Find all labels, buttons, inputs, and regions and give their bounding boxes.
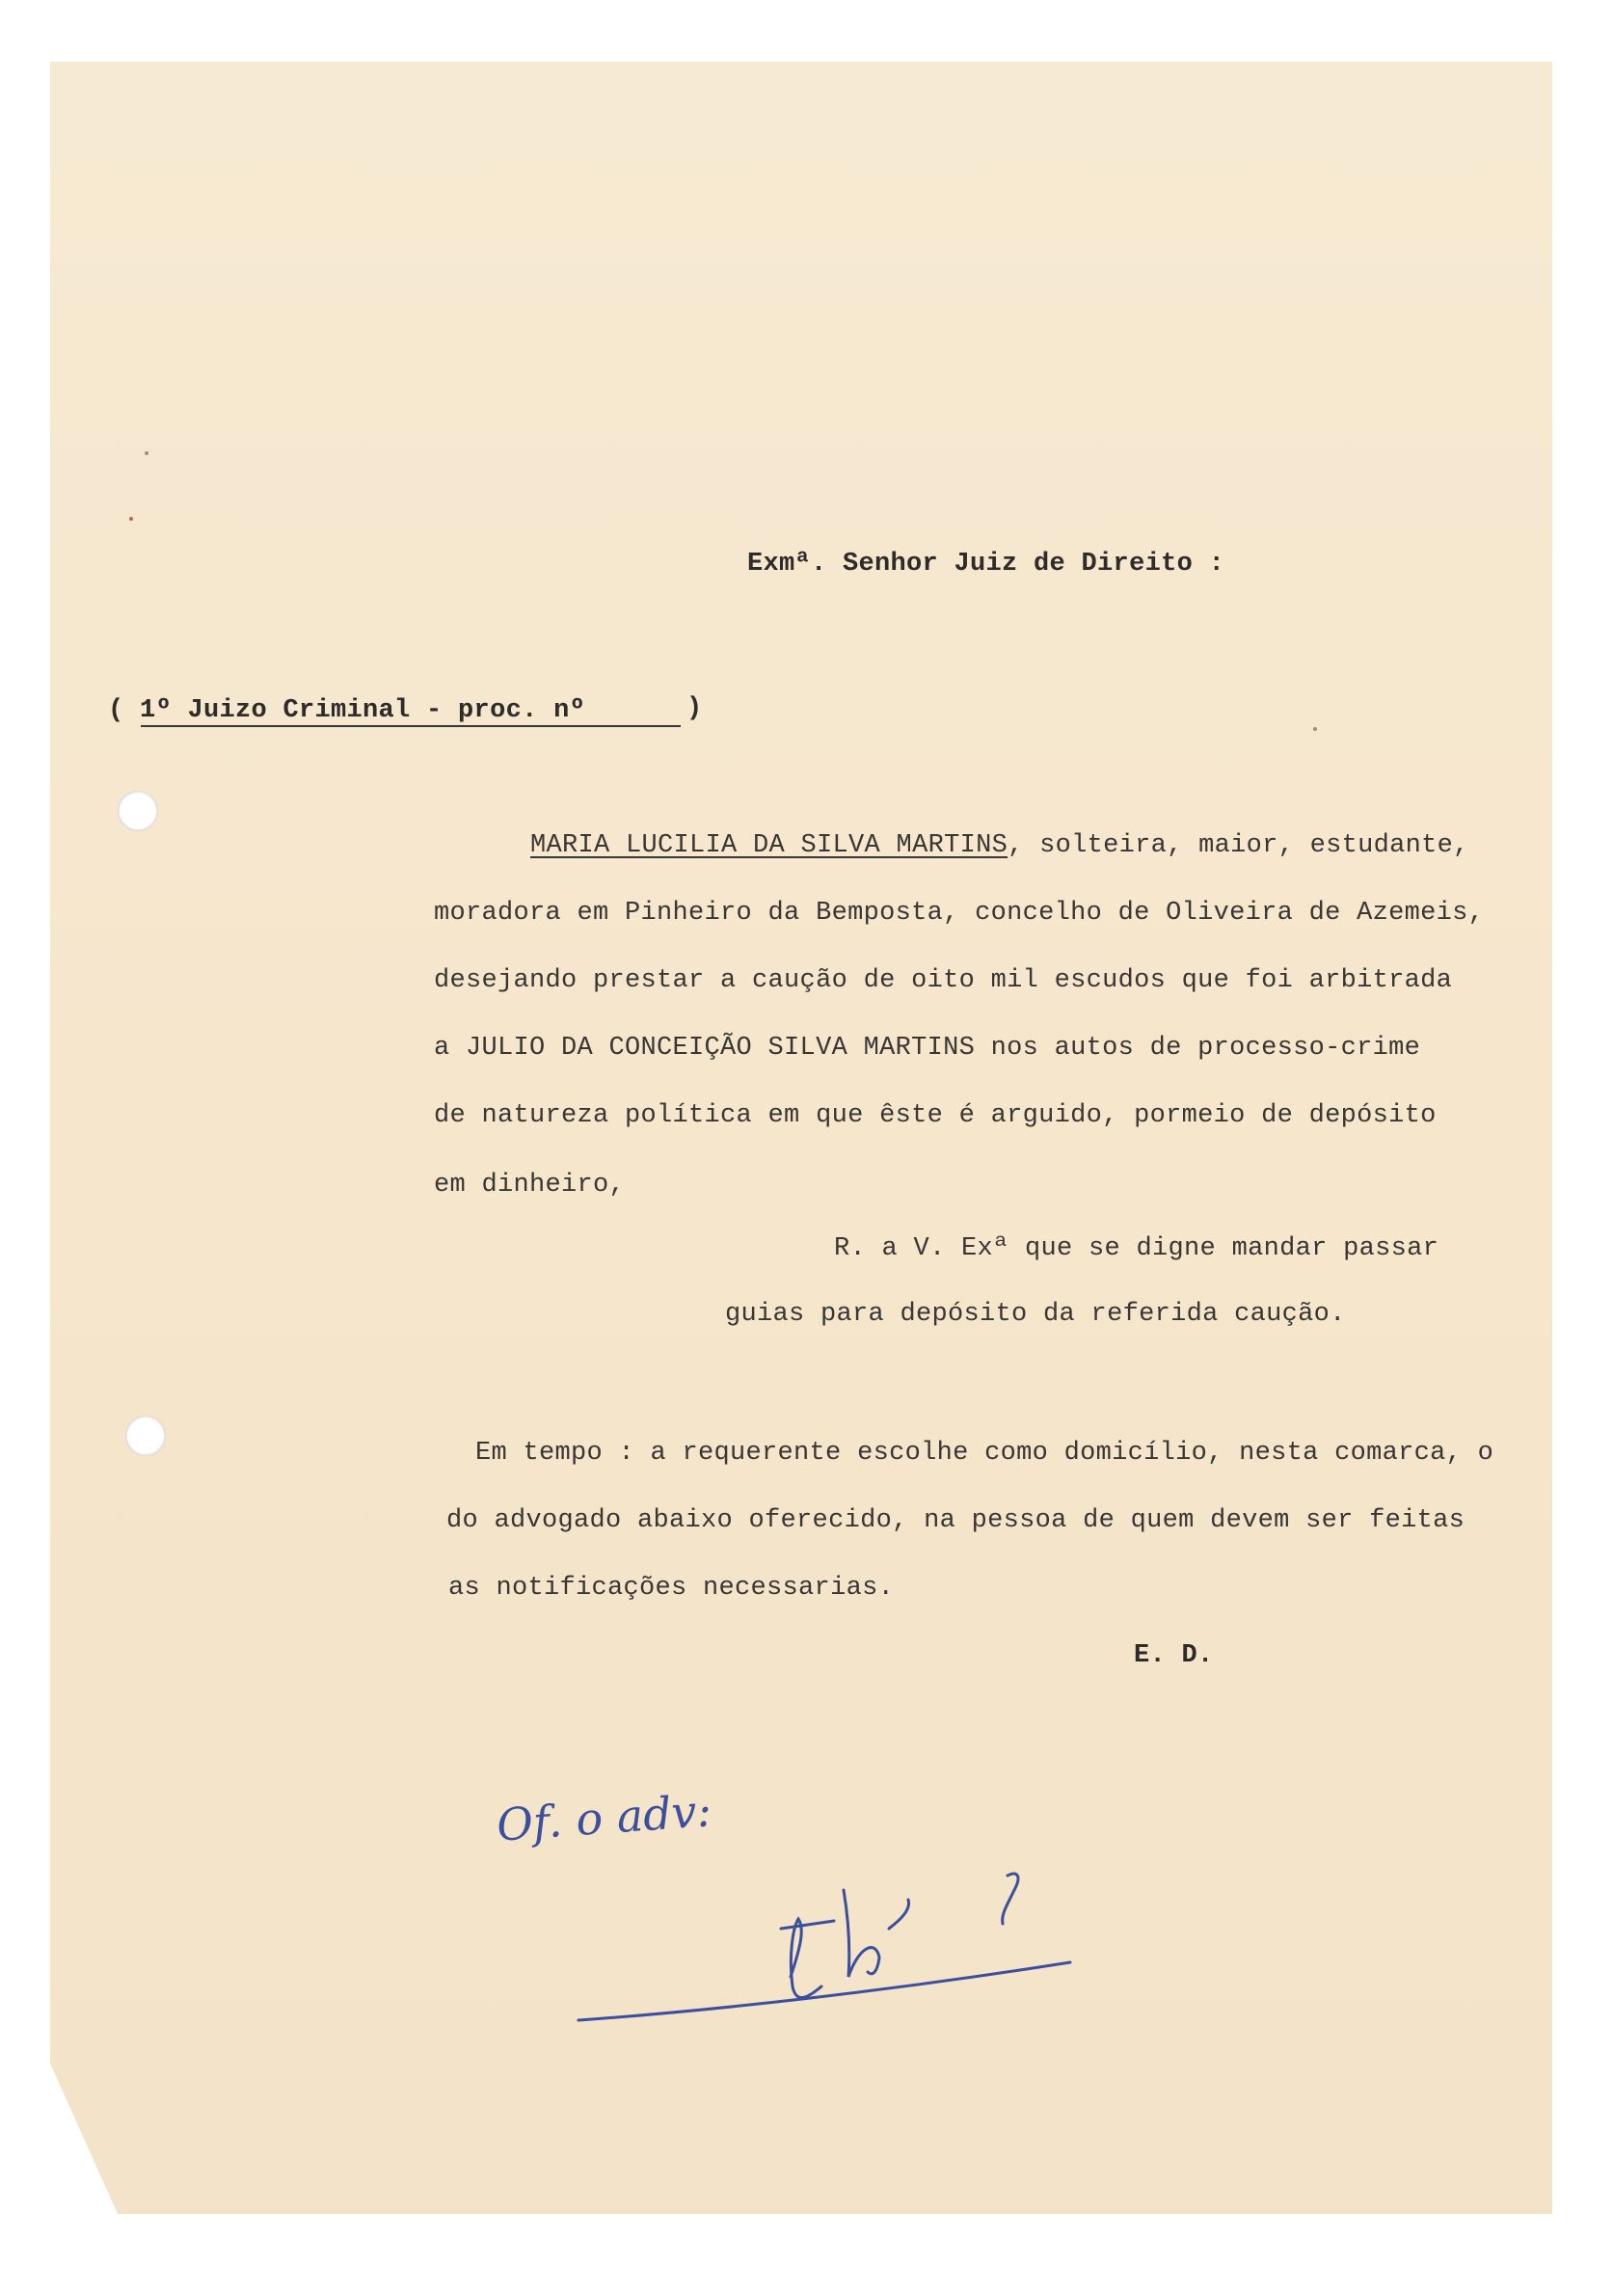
body-line-4: a JULIO DA CONCEIÇÃO SILVA MARTINS nos autos de processo-crime (434, 1034, 1421, 1063)
closing: E. D. (1134, 1641, 1214, 1670)
handwritten-note: Of. o adv: (495, 1784, 713, 1851)
signature (569, 1832, 1080, 2054)
addendum-line-2: do advogado abaixo oferecido, na pessoa de quem devem ser feitas (446, 1506, 1465, 1535)
addendum-line-1: Em tempo : a requerente escolhe como domicílio, nesta comarca, o (475, 1439, 1494, 1468)
court-reference-close: ) (686, 694, 703, 723)
request-line-1: R. a V. Exª que se digne mandar passar (834, 1234, 1439, 1263)
body-line-5: de natureza política em que êste é arguido, pormeio de depósito (434, 1101, 1437, 1130)
paper-speck (1313, 727, 1317, 731)
applicant-details: , solteira, maior, estudante, (1008, 831, 1469, 860)
punch-hole (125, 1416, 166, 1456)
court-reference-underline (141, 725, 681, 727)
paper-speck (129, 517, 133, 521)
applicant-name: MARIA LUCILIA DA SILVA MARTINS (530, 831, 1008, 860)
body-line-2: moradora em Pinheiro da Bemposta, concelho de Oliveira de Azemeis, (434, 899, 1485, 928)
body-line-1 (530, 831, 1469, 860)
court-reference: ( 1º Juizo Criminal - proc. nº (108, 696, 586, 725)
addendum-line-3: as notificações necessarias. (448, 1574, 895, 1603)
request-line-2: guias para depósito da referida caução. (725, 1300, 1346, 1329)
salutation: Exmª. Senhor Juiz de Direito : (747, 550, 1225, 579)
punch-hole (118, 791, 158, 831)
paper-speck (145, 451, 148, 455)
body-line-3: desejando prestar a caução de oito mil escudos que foi arbitrada (434, 966, 1453, 995)
body-line-6: em dinheiro, (434, 1171, 626, 1200)
